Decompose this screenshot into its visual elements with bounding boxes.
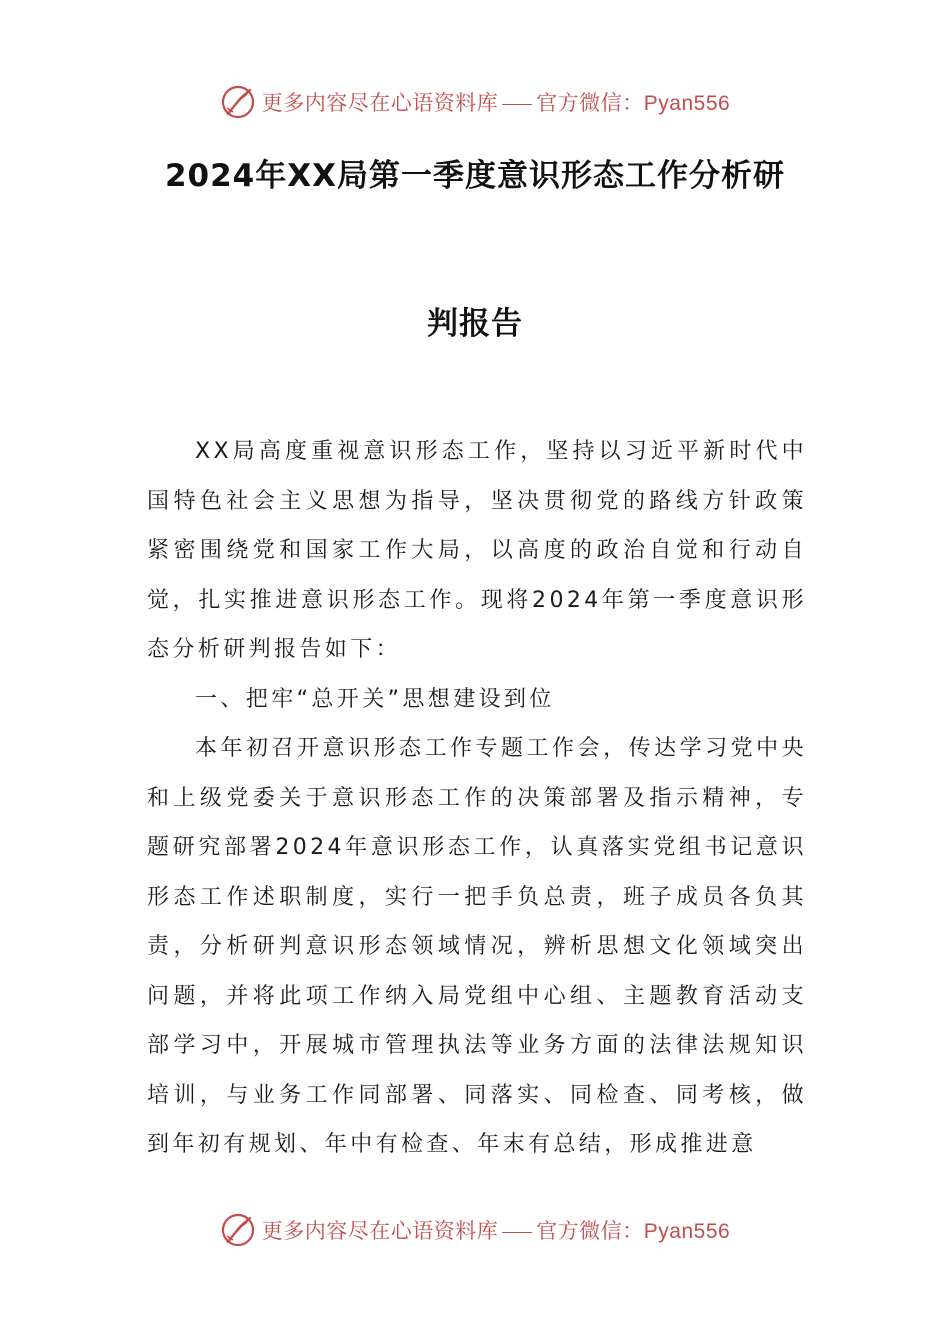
- watermark-label: 官方微信：: [536, 1219, 644, 1243]
- watermark-brand: 更多内容尽在心语资料库: [261, 1219, 499, 1243]
- watermark-dash: [502, 104, 532, 105]
- watermark-id: Pyan556: [643, 92, 731, 115]
- quill-pen-icon: [220, 1212, 256, 1248]
- watermark-label: 官方微信：: [536, 91, 644, 115]
- document-title-line2: 判报告: [427, 306, 523, 342]
- watermark-banner-bottom: [0, 1210, 950, 1250]
- section-heading-1: 一、把牢“总开关”思想建设到位: [195, 686, 555, 712]
- watermark-text: [262, 1215, 730, 1245]
- document-title-line1: 2024年XX局第一季度意识形态工作分析研: [164, 158, 786, 194]
- watermark-text: [262, 87, 730, 117]
- document-body: [147, 427, 807, 1170]
- paragraph-section-1: 本年初召开意识形态工作专题工作会，传达学习党中央和上级党委关于意识形态工作的决策部署及指示精神，专题研究部署2024年意识形态工作，认真落实党组书记意识形态工作述职制度，实行一把手负总责，班子成员各负其责，分析研判意识形态领域情况，辨析思想文化领域突出问题，并将此项工作纳入局党组中心组、主题教育活动支部学习中，开展城市管理执法等业务方面的法律法规知识培训，与业务工作同部署、同落实、同检查、同考核，做到年初有规划、年中有检查、年末有总结，形成推进意: [147, 736, 807, 1157]
- watermark-dash: [502, 1232, 532, 1233]
- paragraph-intro: XX局高度重视意识形态工作，坚持以习近平新时代中国特色社会主义思想为指导，坚决贯彻党的路线方针政策紧密围绕党和国家工作大局，以高度的政治自觉和行动自觉，扎实推进意识形态工作。现将2024年第一季度意识形态分析研判报告如下：: [147, 439, 807, 662]
- watermark-brand: 更多内容尽在心语资料库: [261, 91, 499, 115]
- watermark-id: Pyan556: [643, 1220, 731, 1243]
- quill-pen-icon: [220, 84, 256, 120]
- watermark-banner-top: [0, 82, 950, 122]
